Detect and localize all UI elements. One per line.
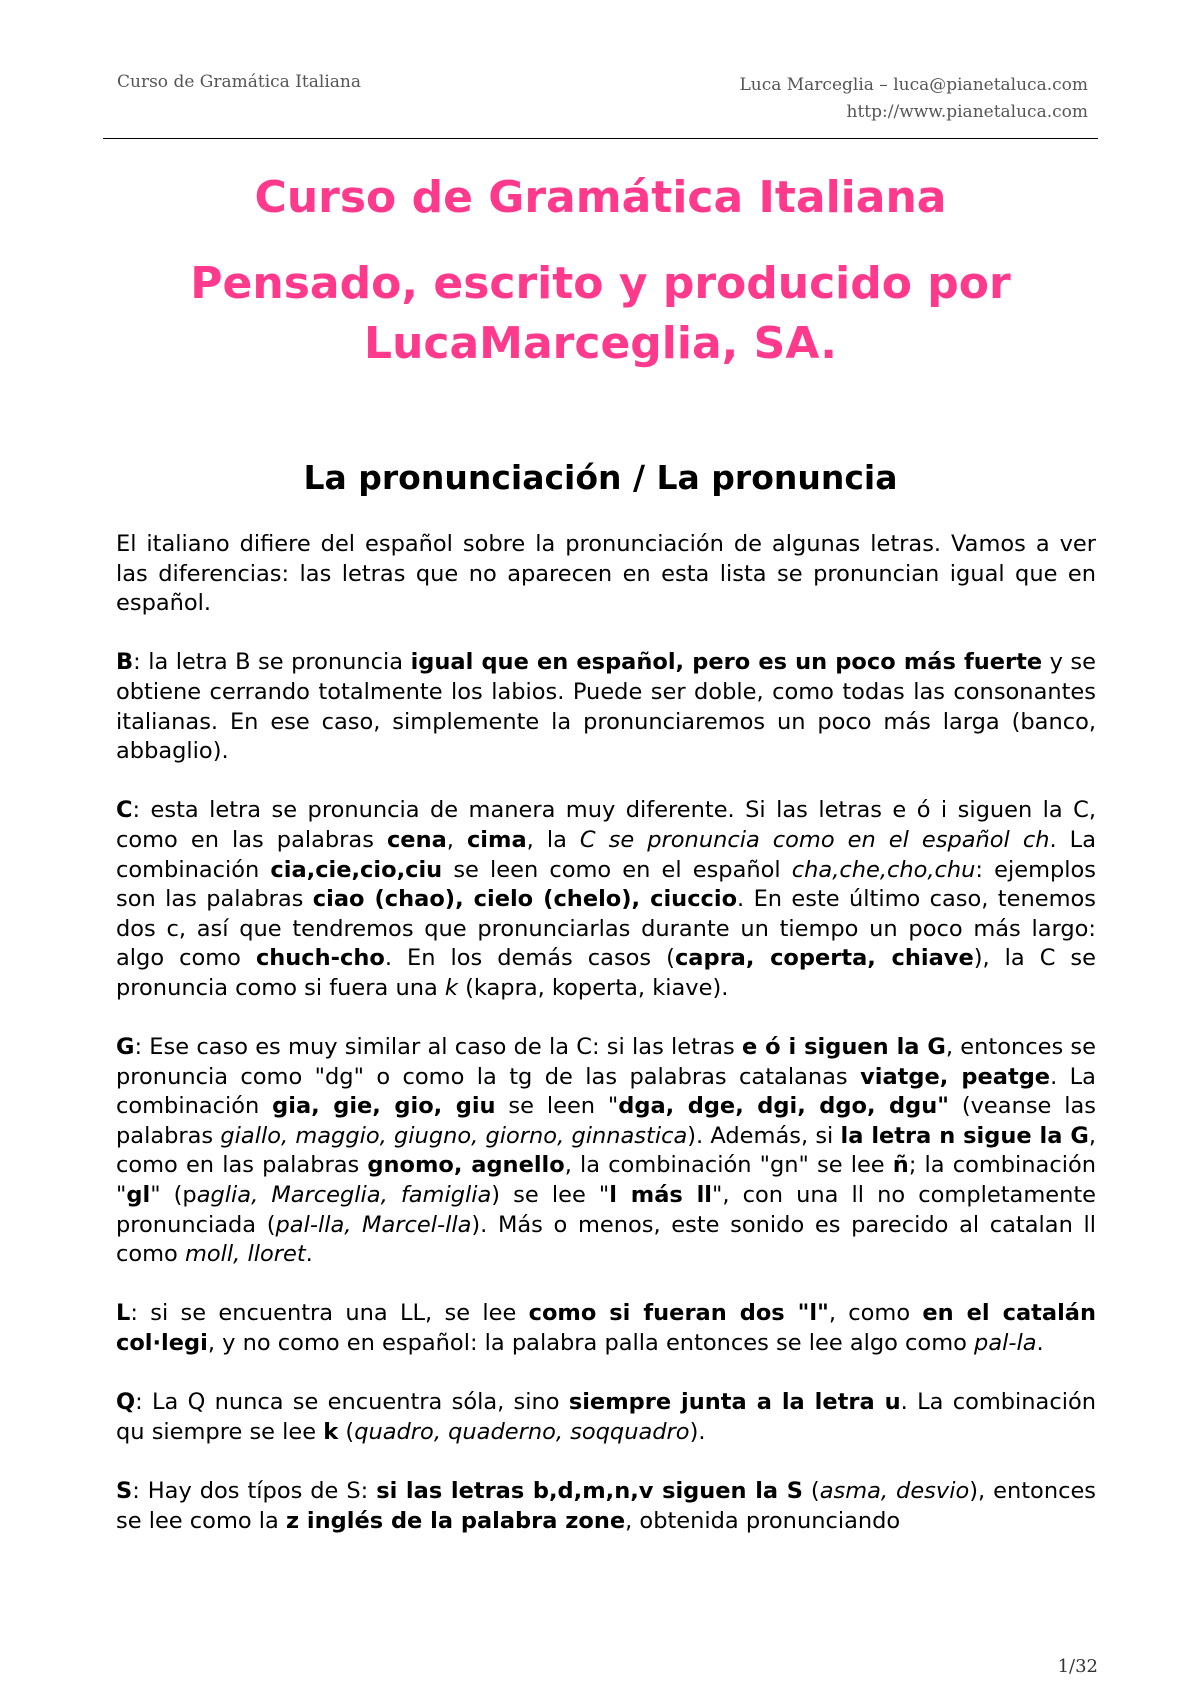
header-website: http://www.pianetaluca.com: [846, 102, 1088, 122]
paragraph-letter-g: G: Ese caso es muy similar al caso de la C: si las letras e ó i siguen la G, entonces se pronuncia como "dg" o como la tg de las palabras catalanas viatge, peatge. La combinación gia, gie, gio, giu se leen "dga, dge, dgi, dgo, dgu" (veanse las palabras giallo, maggio, giugno, giorno, ginnastica). Además, si la letra n sigue la G, como en las palabras gnomo, agnello, la combinación "gn" se lee ñ; la combinación "gl" (paglia, Marceglia, famiglia) se lee "l más ll", con una ll no completamente pronunciada (pal-lla, Marcel-lla). Más o menos, este sonido es parecido al catalan ll como moll, lloret.: [116, 1034, 1097, 1268]
paragraph-letter-q: Q: La Q nunca se encuentra sóla, sino siempre junta a la letra u. La combinación qu siempre se lee k (quadro, quaderno, soqquadro).: [116, 1389, 1096, 1445]
letter-label: G: [116, 1034, 135, 1061]
letter-label: Q: [116, 1389, 136, 1416]
letter-label: C: [116, 797, 133, 824]
letter-label: L: [116, 1300, 131, 1327]
document-title: Curso de Gramática Italiana: [254, 172, 947, 223]
header-author-info: [739, 72, 1088, 126]
letter-label: S: [116, 1478, 133, 1504]
paragraph-letter-l: L: si se encuentra una LL, se lee como si fueran dos "l", como en el catalán col·legi, y no como en español: la palabra palla entonces se lee algo como pal-la.: [116, 1300, 1096, 1357]
running-header: [103, 66, 1098, 139]
section-heading: La pronunciación / La pronuncia: [303, 458, 898, 497]
page-number: 1/32: [1057, 1656, 1098, 1677]
paragraph-letter-s: S: Hay dos típos de S: si las letras b,d,m,n,v siguen la S (asma, desvio), entonces se lee como la z inglés de la palabra zone, obtenida pronunciando: [116, 1478, 1097, 1534]
paragraph-letter-c: C: esta letra se pronuncia de manera muy diferente. Si las letras e ó i siguen la C, como en las palabras cena, cima, la C se pronuncia como en el español ch. La combinación cia,cie,cio,ciu se leen como en el español cha,che,cho,chu: ejemplos son las palabras ciao (chao), cielo (chelo), ciuccio. En este último caso, tenemos dos c, así que tendremos que pronunciarlas durante un tiempo un poco más largo: algo como chuch-cho. En los demás casos (capra, coperta, chiave), la C se pronuncia como si fuera una k (kapra, koperta, kiave).: [116, 797, 1097, 1001]
paragraph-intro: El italiano difiere del español sobre la pronunciación de algunas letras. Vamos a ver las diferencias: las letras que no aparecen en esta lista se pronuncian igual que en español.: [116, 531, 1096, 617]
body-text: [116, 530, 1096, 1566]
letter-label: B: [116, 649, 134, 676]
header-course-title: Curso de Gramática Italiana: [117, 72, 361, 92]
paragraph-letter-b: B: la letra B se pronuncia igual que en español, pero es un poco más fuerte y se obtiene cerrando totalmente los labios. Puede ser doble, como todas las consonantes italianas. En ese caso, simplemente la pronunciaremos un poco más larga (banco, abbaglio).: [116, 649, 1096, 765]
document-subtitle: Pensado, escrito y producido por LucaMarceglia, SA.: [190, 258, 1011, 369]
header-author-email: Luca Marceglia – luca@pianetaluca.com: [739, 75, 1088, 95]
